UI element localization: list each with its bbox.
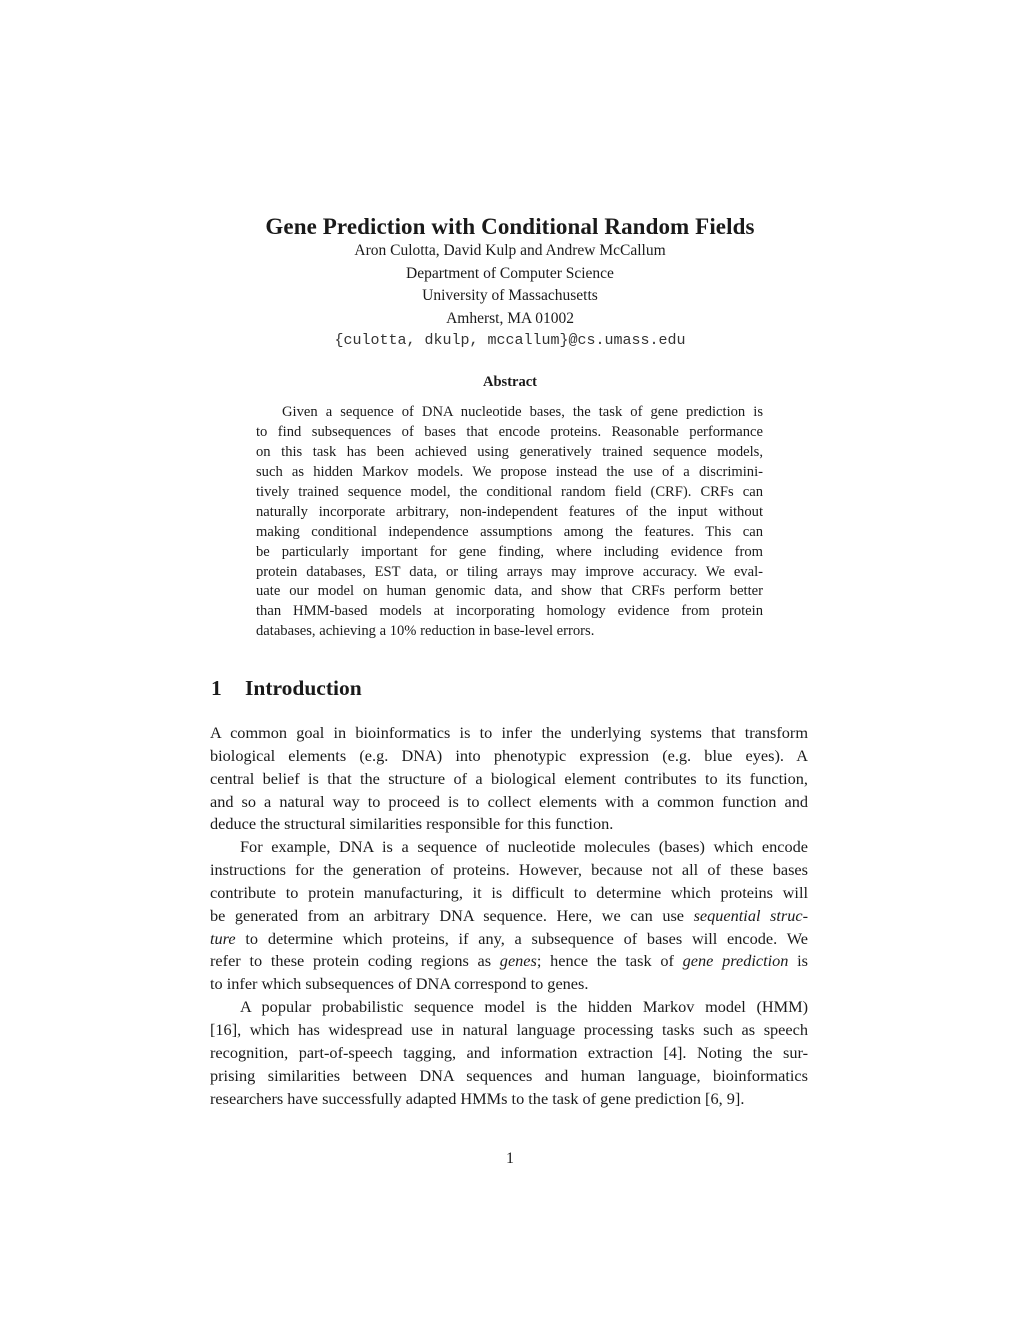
page-number: 1 [506,1150,514,1167]
section-title: Introduction [245,676,362,700]
abstract-line: making conditional independence assumptions among the features. This can [256,523,763,540]
abstract-line: to find subsequences of bases that encode proteins. Reasonable performance [256,423,763,440]
abstract-line: databases, achieving a 10% reduction in base-level errors. [256,623,595,640]
authors: Aron Culotta, David Kulp and Andrew McCallum [354,242,666,259]
paper-title: Gene Prediction with Conditional Random Fields [265,214,755,239]
abstract-body [256,403,763,642]
body-line: central belief is that the structure of a biological element contributes to its function, [210,768,808,788]
abstract-heading: Abstract [483,374,537,390]
emphasis: sequential struc- [693,905,808,925]
section-heading [211,676,362,701]
abstract-line: uate our model on human genomic data, and show that CRFs perform better [256,583,763,600]
body-line: instructions for the generation of proteins. However, because not all of these bases [210,860,808,880]
emphasis: gene prediction [682,951,789,971]
body-line [210,928,808,951]
body-text-run: to determine which proteins, if any, a subsequence of bases will encode. We [235,928,808,948]
body-line: contribute to protein manufacturing, it is difficult to determine which proteins will [210,882,808,902]
abstract-line: than HMM-based models at incorporating homology evidence from protein [256,603,763,620]
body-line: to infer which subsequences of DNA correspond to genes. [210,974,589,994]
section-number: 1 [211,676,222,700]
address: Amherst, MA 01002 [446,309,574,327]
body-line [210,905,808,928]
abstract-line: protein databases, EST data, or tiling arrays may improve accuracy. We eval- [256,563,763,580]
author-emails: {culotta, dkulp, mccallum}@cs.umass.edu [334,332,686,349]
body-line: and so a natural way to proceed is to collect elements with a common function and [210,791,808,811]
abstract-line: on this task has been achieved using generatively trained sequence models, [256,443,763,460]
emphasis: ture [210,928,236,948]
body-line: recognition, part-of-speech tagging, and information extraction [4]. Noting the sur- [210,1042,808,1062]
body-text-run: ; hence the task of [536,951,683,971]
body-line: [16], which has widespread use in natural language processing tasks such as speech [210,1019,808,1039]
body-line: biological elements (e.g. DNA) into phenotypic expression (e.g. blue eyes). A [210,745,808,765]
abstract-line: tively trained sequence model, the conditional random field (CRF). CRFs can [256,483,763,500]
author-block [0,240,1020,353]
body-line: prising similarities between DNA sequences and human language, bioinformatics [210,1065,808,1085]
body-line: researchers have successfully adapted HMMs to the task of gene prediction [6, 9]. [210,1088,745,1108]
body-text-run: is [788,951,809,971]
body-line: deduce the structural similarities responsible for this function. [210,814,614,834]
abstract-line: Given a sequence of DNA nucleotide bases, the task of gene prediction is [282,404,763,420]
body-text-run: be generated from an arbitrary DNA sequence. Here, we can use [210,905,694,925]
body-line: A common goal in bioinformatics is to infer the underlying systems that transform [210,723,808,742]
abstract-line: be particularly important for gene finding, where including evidence from [256,543,763,560]
abstract-line: such as hidden Markov models. We propose instead the use of a discrimini- [256,463,763,480]
abstract-line: naturally incorporate arbitrary, non-independent features of the input without [256,503,763,520]
body-line [210,950,808,973]
emphasis: genes [499,951,537,971]
body-text-run: refer to these protein coding regions as [210,951,500,971]
body-line: A popular probabilistic sequence model is the hidden Markov model (HMM) [240,997,808,1017]
body-line: For example, DNA is a sequence of nucleotide molecules (bases) which encode [240,837,808,857]
department: Department of Computer Science [406,264,614,282]
body-text [210,722,808,1110]
university: University of Massachusetts [422,287,598,304]
